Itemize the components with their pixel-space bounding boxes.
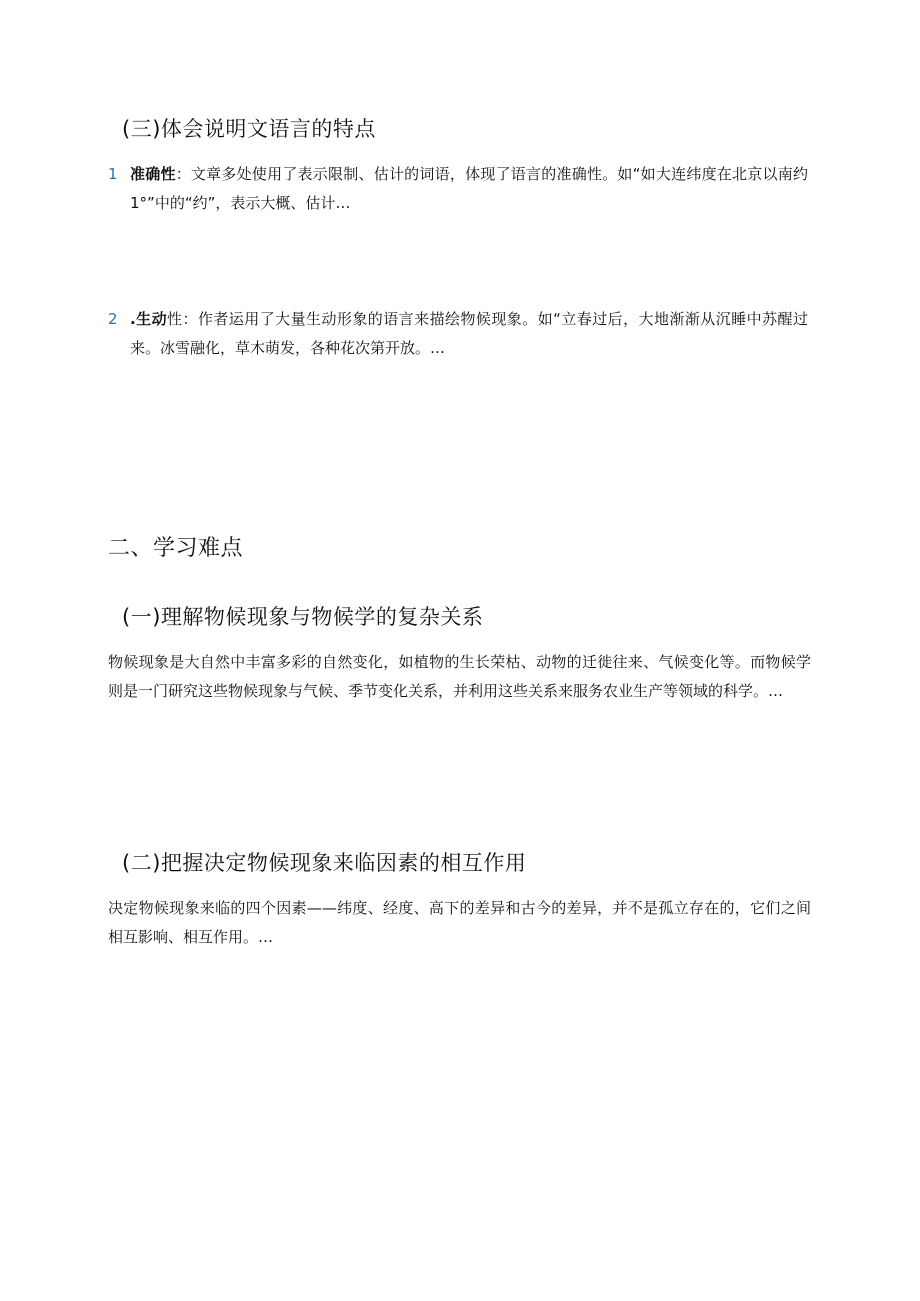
list-item-body: ：文章多处使用了表示限制、估计的词语，体现了语言的准确性。如“如大连纬度在北京以南约1°”中的“约”，表示大概、估计… xyxy=(130,165,808,212)
subsection-heading-phenology-relation: (一)理解物候现象与物候学的复杂关系 xyxy=(122,605,484,629)
list-number: 1 xyxy=(108,165,118,183)
list-item-text xyxy=(130,160,808,218)
list-item-accuracy xyxy=(108,160,808,218)
list-item-body: 性：作者运用了大量生动形象的语言来描绘物候现象。如“立春过后，大地渐渐从沉睡中苏醒过来。冰雪融化，草木萌发，各种花次第开放。… xyxy=(130,310,808,357)
section-heading-language-features: (三)体会说明文语言的特点 xyxy=(122,117,376,141)
section-heading-learning-difficulties: 二、学习难点 xyxy=(108,536,244,561)
list-item-term: .生动 xyxy=(130,310,168,328)
list-item-vividness xyxy=(108,305,808,363)
paragraph-phenology-relation: 物候现象是大自然中丰富多彩的自然变化，如植物的生长荣枯、动物的迁徙往来、气候变化等。而物候学则是一门研究这些物候现象与气候、季节变化关系，并利用这些关系来服务农业生产等领域的科学。… xyxy=(108,653,811,700)
paragraph-factor-interaction: 决定物候现象来临的四个因素——纬度、经度、高下的差异和古今的差异，并不是孤立存在的，它们之间相互影响、相互作用。… xyxy=(108,899,811,946)
list-item-text xyxy=(130,305,808,363)
list-item-term: 准确性 xyxy=(130,165,176,183)
subsection-heading-factor-interaction: (二)把握决定物候现象来临因素的相互作用 xyxy=(122,851,527,875)
list-number: 2 xyxy=(108,310,118,328)
